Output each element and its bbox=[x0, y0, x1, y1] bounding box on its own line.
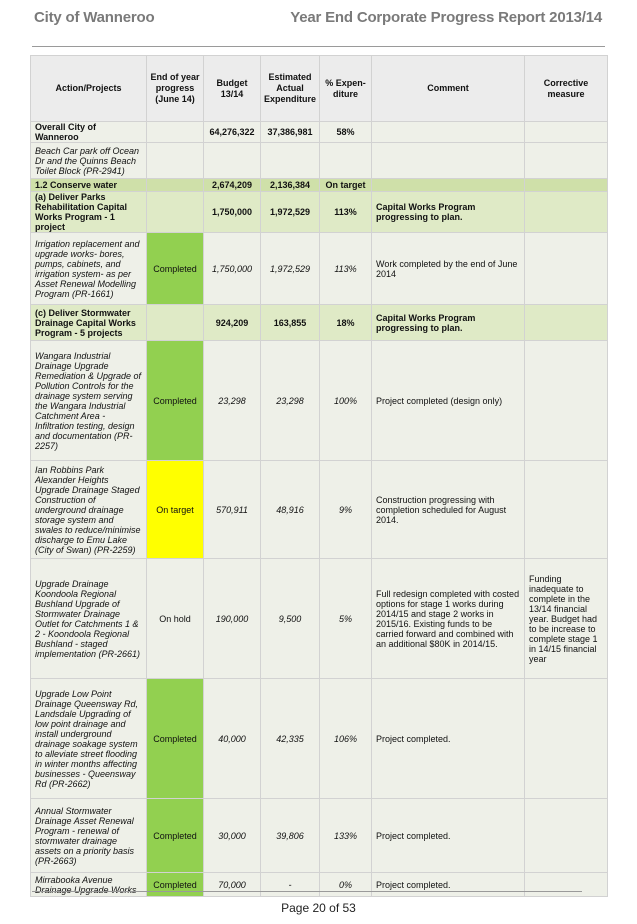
row-pct bbox=[320, 143, 372, 179]
row-pct: 9% bbox=[320, 461, 372, 559]
status-badge: Completed bbox=[147, 799, 204, 873]
row-budget: 30,000 bbox=[204, 799, 261, 873]
table-row bbox=[31, 122, 608, 143]
row-budget: 924,209 bbox=[204, 305, 261, 341]
status-badge: On target bbox=[147, 461, 204, 559]
row-budget: 570,911 bbox=[204, 461, 261, 559]
page-number: Page 20 of 53 bbox=[281, 901, 356, 915]
status-badge: Completed bbox=[147, 341, 204, 461]
table-row bbox=[31, 305, 608, 341]
row-pct: On target bbox=[320, 179, 372, 192]
row-pct: 0% bbox=[320, 873, 372, 897]
row-pct: 113% bbox=[320, 192, 372, 233]
row-budget: 40,000 bbox=[204, 679, 261, 799]
organisation-name: City of Wanneroo bbox=[34, 9, 155, 26]
row-label: 1.2 Conserve water bbox=[31, 179, 147, 192]
row-actual bbox=[261, 143, 320, 179]
row-actual: 163,855 bbox=[261, 305, 320, 341]
status-badge: Completed bbox=[147, 679, 204, 799]
row-budget: 2,674,209 bbox=[204, 179, 261, 192]
row-corrective: Funding inadequate to complete in the 13/14 financial year. Budget had to be increase to complete stage 1 in 14/15 financial year bbox=[525, 559, 608, 679]
row-pct: 113% bbox=[320, 233, 372, 305]
row-corrective bbox=[525, 873, 608, 897]
row-label: Beach Car park off Ocean Dr and the Quinns Beach Toilet Block (PR-2941) bbox=[31, 143, 147, 179]
row-progress bbox=[147, 143, 204, 179]
row-actual: - bbox=[261, 873, 320, 897]
row-corrective bbox=[525, 305, 608, 341]
row-actual: 48,916 bbox=[261, 461, 320, 559]
table-row bbox=[31, 679, 608, 799]
table-row bbox=[31, 233, 608, 305]
row-corrective bbox=[525, 192, 608, 233]
report-title: Year End Corporate Progress Report 2013/14 bbox=[290, 9, 602, 26]
col-header-action: Action/Projects bbox=[31, 56, 147, 122]
row-actual: 2,136,384 bbox=[261, 179, 320, 192]
row-comment: Work completed by the end of June 2014 bbox=[372, 233, 525, 305]
col-header-comment: Comment bbox=[372, 56, 525, 122]
row-pct: 106% bbox=[320, 679, 372, 799]
row-budget: 70,000 bbox=[204, 873, 261, 897]
row-label: Annual Stormwater Drainage Asset Renewal Program - renewal of stormwater drainage assets on a priority basis (PR-2663) bbox=[31, 799, 147, 873]
row-pct: 133% bbox=[320, 799, 372, 873]
row-budget: 190,000 bbox=[204, 559, 261, 679]
row-budget bbox=[204, 143, 261, 179]
row-comment: Construction progressing with completion scheduled for August 2014. bbox=[372, 461, 525, 559]
row-label: (c) Deliver Stormwater Drainage Capital Works Program - 5 projects bbox=[31, 305, 147, 341]
col-header-pct: % Expen-diture bbox=[320, 56, 372, 122]
row-label: Ian Robbins Park Alexander Heights Upgrade Drainage Staged Construction of underground drainage storage system and swales to reduce/minimise discharge to Emu Lake (City of Swan) (PR-2259) bbox=[31, 461, 147, 559]
status-badge: On hold bbox=[147, 559, 204, 679]
col-header-corrective: Corrective measure bbox=[525, 56, 608, 122]
row-pct: 58% bbox=[320, 122, 372, 143]
row-progress bbox=[147, 179, 204, 192]
row-budget: 1,750,000 bbox=[204, 192, 261, 233]
row-label: Upgrade Low Point Drainage Queensway Rd, Landsdale Upgrading of low point drainage and install underground drainage soakage system to alleviate street flooding in winter months affecting businesses - Queensway Rd (PR-2662) bbox=[31, 679, 147, 799]
table-row bbox=[31, 559, 608, 679]
table-row bbox=[31, 192, 608, 233]
row-progress bbox=[147, 122, 204, 143]
row-comment: Full redesign completed with costed options for stage 1 works during 2014/15 and stage 2 works in 2015/16. Existing funds to be carried forward and combined with an additional $80K in 2014/15. bbox=[372, 559, 525, 679]
row-label: Irrigation replacement and upgrade works- bores, pumps, cabinets, and irrigation system- as per Asset Renewal Modelling Program (PR-1661) bbox=[31, 233, 147, 305]
row-label: Upgrade Drainage Koondoola Regional Bushland Upgrade of Stormwater Drainage Outlet for Catchments 1 & 2 - Koondoola Regional Bushland - staged implementation (PR-2661) bbox=[31, 559, 147, 679]
col-header-progress: End of year progress (June 14) bbox=[147, 56, 204, 122]
row-comment bbox=[372, 179, 525, 192]
status-badge: Completed bbox=[147, 873, 204, 897]
table-row bbox=[31, 179, 608, 192]
table-row bbox=[31, 461, 608, 559]
col-header-actual: Estimated Actual Expenditure bbox=[261, 56, 320, 122]
row-corrective bbox=[525, 461, 608, 559]
row-label: Mirrabooka Avenue Drainage Upgrade Works bbox=[31, 873, 147, 897]
row-actual: 1,972,529 bbox=[261, 192, 320, 233]
row-progress bbox=[147, 192, 204, 233]
row-label: (a) Deliver Parks Rehabilitation Capital Works Program - 1 project bbox=[31, 192, 147, 233]
row-corrective bbox=[525, 179, 608, 192]
footer-divider bbox=[32, 891, 582, 892]
row-actual: 39,806 bbox=[261, 799, 320, 873]
row-comment: Capital Works Program progressing to plan. bbox=[372, 192, 525, 233]
row-comment bbox=[372, 143, 525, 179]
row-comment: Project completed (design only) bbox=[372, 341, 525, 461]
row-actual: 37,386,981 bbox=[261, 122, 320, 143]
table-row bbox=[31, 341, 608, 461]
header-divider bbox=[32, 46, 605, 47]
row-actual: 42,335 bbox=[261, 679, 320, 799]
row-corrective bbox=[525, 799, 608, 873]
table-row bbox=[31, 799, 608, 873]
col-header-budget: Budget 13/14 bbox=[204, 56, 261, 122]
table-row bbox=[31, 873, 608, 897]
row-pct: 5% bbox=[320, 559, 372, 679]
row-comment: Project completed. bbox=[372, 799, 525, 873]
row-comment: Project completed. bbox=[372, 679, 525, 799]
progress-table bbox=[30, 55, 608, 897]
row-corrective bbox=[525, 233, 608, 305]
row-corrective bbox=[525, 122, 608, 143]
row-budget: 1,750,000 bbox=[204, 233, 261, 305]
table-row bbox=[31, 143, 608, 179]
row-corrective bbox=[525, 341, 608, 461]
status-badge: Completed bbox=[147, 233, 204, 305]
row-actual: 23,298 bbox=[261, 341, 320, 461]
row-comment: Project completed. bbox=[372, 873, 525, 897]
row-comment bbox=[372, 122, 525, 143]
row-label: Wangara Industrial Drainage Upgrade Remediation & Upgrade of Pollution Controls for the drainage system serving the Wangara Industrial Catchment Area - Infiltration testing, design and documentation (PR-2257) bbox=[31, 341, 147, 461]
row-progress bbox=[147, 305, 204, 341]
row-budget: 23,298 bbox=[204, 341, 261, 461]
row-actual: 9,500 bbox=[261, 559, 320, 679]
row-pct: 100% bbox=[320, 341, 372, 461]
row-corrective bbox=[525, 679, 608, 799]
table-header-row bbox=[31, 56, 608, 122]
row-budget: 64,276,322 bbox=[204, 122, 261, 143]
row-label: Overall City of Wanneroo bbox=[31, 122, 147, 143]
row-pct: 18% bbox=[320, 305, 372, 341]
row-comment: Capital Works Program progressing to plan. bbox=[372, 305, 525, 341]
row-corrective bbox=[525, 143, 608, 179]
row-actual: 1,972,529 bbox=[261, 233, 320, 305]
